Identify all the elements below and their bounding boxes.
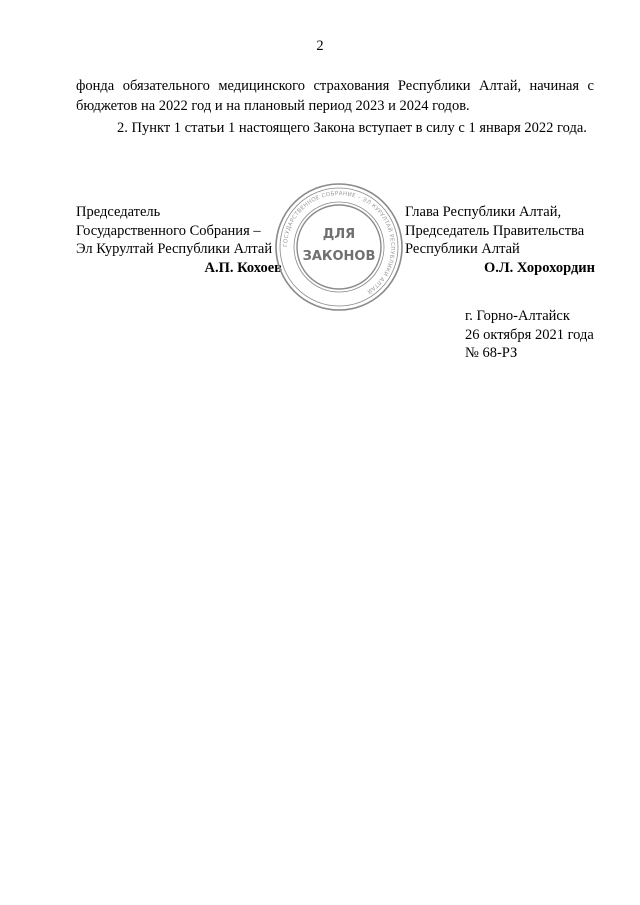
signature-left-name: А.П. Кохоев — [204, 259, 282, 276]
signature-right-title-line-3: Республики Алтай — [405, 241, 520, 257]
place-of-signing: г. Горно-Алтайск — [465, 308, 570, 324]
stamp-line-1: ДЛЯ — [322, 227, 356, 242]
signature-left-title-line-1: Председатель — [76, 204, 161, 220]
signature-block-left — [76, 203, 282, 277]
document-meta — [465, 307, 594, 363]
signature-block-right — [405, 203, 595, 277]
stamp-ring-text: ГОСУДАРСТВЕННОЕ СОБРАНИЕ – ЭЛ КУРУЛТАЙ РЕСПУБЛИКИ АЛТАЙ — [282, 190, 396, 295]
paragraph-2: 2. Пункт 1 статьи 1 настоящего Закона вступает в силу с 1 января 2022 года. — [117, 120, 587, 136]
signature-right-name: О.Л. Хорохордин — [483, 259, 595, 276]
signing-date: 26 октября 2021 года — [465, 326, 594, 343]
stamp-line-2: ЗАКОНОВ — [302, 249, 376, 264]
signature-right-title-line-2: Председатель Правительства — [405, 222, 585, 239]
law-number: № 68-РЗ — [465, 345, 518, 361]
svg-text:ГОСУДАРСТВЕННОЕ СОБРАНИЕ – ЭЛ — [283, 191, 395, 295]
paragraph-1: фонда обязательного медицинского страхования Республики Алтай, начиная с бюджетов на 2022 год и на плановый период 2023 и 2024 годов. — [76, 78, 594, 114]
signature-left-title-line-3: Эл Курултай Республики Алтай — [76, 241, 273, 257]
official-stamp — [272, 180, 406, 314]
signature-right-title-line-1: Глава Республики Алтай, — [405, 204, 562, 220]
page-number: 2 — [316, 38, 324, 54]
signature-left-title-line-2: Государственного Собрания – — [76, 222, 261, 239]
